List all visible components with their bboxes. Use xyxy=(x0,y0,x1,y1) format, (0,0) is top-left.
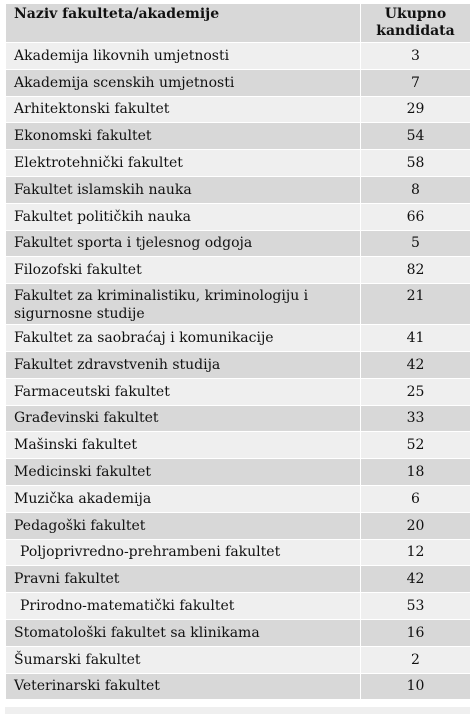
table-header-row xyxy=(6,4,471,43)
candidate-count: 8 xyxy=(361,176,471,203)
faculty-name: Mašinski fakultet xyxy=(6,432,361,459)
faculty-name: Prirodno-matematički fakultet xyxy=(6,593,361,620)
faculty-name: Arhitektonski fakultet xyxy=(6,96,361,123)
candidate-count: 21 xyxy=(361,284,471,325)
faculty-name: Pravni fakultet xyxy=(6,566,361,593)
faculty-name: Fakultet sporta i tjelesnog odgoja xyxy=(6,230,361,257)
table-row xyxy=(6,325,471,352)
table-row xyxy=(6,673,471,700)
faculty-name: Veterinarski fakultet xyxy=(6,673,361,700)
faculty-name: Farmaceutski fakultet xyxy=(6,378,361,405)
candidate-count: 82 xyxy=(361,257,471,284)
candidate-count: 7 xyxy=(361,69,471,96)
table-row xyxy=(6,284,471,325)
table-row xyxy=(6,432,471,459)
faculty-name: Ekonomski fakultet xyxy=(6,123,361,150)
table-row xyxy=(6,485,471,512)
table-row xyxy=(6,150,471,177)
table-row xyxy=(6,96,471,123)
faculty-name: Građevinski fakultet xyxy=(6,405,361,432)
candidate-count: 66 xyxy=(361,203,471,230)
candidate-count: 41 xyxy=(361,325,471,352)
candidate-count: 42 xyxy=(361,566,471,593)
cropped-next-row xyxy=(5,707,470,714)
table-row xyxy=(6,405,471,432)
faculty-name: Fakultet zdravstvenih studija xyxy=(6,351,361,378)
faculty-name: Akademija likovnih umjetnosti xyxy=(6,43,361,70)
candidate-count: 29 xyxy=(361,96,471,123)
faculty-name: Fakultet islamskih nauka xyxy=(6,176,361,203)
table-row xyxy=(6,378,471,405)
faculty-name: Fakultet za saobraćaj i komunikacije xyxy=(6,325,361,352)
candidate-count: 2 xyxy=(361,646,471,673)
table-row xyxy=(6,619,471,646)
candidate-count: 54 xyxy=(361,123,471,150)
table-row xyxy=(6,351,471,378)
faculty-name: Fakultet političkih nauka xyxy=(6,203,361,230)
faculty-name: Fakultet za kriminalistiku, kriminologiju i sigurnosne studije xyxy=(6,284,361,325)
candidate-count: 25 xyxy=(361,378,471,405)
faculty-name: Poljoprivredno-prehrambeni fakultet xyxy=(6,539,361,566)
header-total-candidates: Ukupno kandidata xyxy=(361,4,471,43)
candidate-count: 18 xyxy=(361,459,471,486)
table-row xyxy=(6,646,471,673)
candidate-count: 53 xyxy=(361,593,471,620)
header-faculty-name: Naziv fakulteta/akademije xyxy=(6,4,361,43)
table-row xyxy=(6,43,471,70)
candidate-count: 12 xyxy=(361,539,471,566)
table-row xyxy=(6,176,471,203)
table-row xyxy=(6,459,471,486)
faculty-name: Medicinski fakultet xyxy=(6,459,361,486)
candidate-count: 33 xyxy=(361,405,471,432)
candidate-count: 3 xyxy=(361,43,471,70)
faculty-name: Šumarski fakultet xyxy=(6,646,361,673)
table-row xyxy=(6,123,471,150)
table-row xyxy=(6,566,471,593)
table-row xyxy=(6,69,471,96)
candidate-count: 52 xyxy=(361,432,471,459)
candidate-count: 6 xyxy=(361,485,471,512)
candidate-count: 20 xyxy=(361,512,471,539)
candidate-count: 42 xyxy=(361,351,471,378)
faculty-name: Muzička akademija xyxy=(6,485,361,512)
table-row xyxy=(6,539,471,566)
candidate-count: 16 xyxy=(361,619,471,646)
faculty-name: Stomatološki fakultet sa klinikama xyxy=(6,619,361,646)
candidate-count: 58 xyxy=(361,150,471,177)
candidate-count: 10 xyxy=(361,673,471,700)
table-row xyxy=(6,203,471,230)
table-row xyxy=(6,512,471,539)
faculty-name: Filozofski fakultet xyxy=(6,257,361,284)
candidate-count: 5 xyxy=(361,230,471,257)
table-row xyxy=(6,230,471,257)
candidates-table-container xyxy=(5,3,470,700)
table-row xyxy=(6,593,471,620)
table-row xyxy=(6,257,471,284)
faculty-name: Elektrotehnički fakultet xyxy=(6,150,361,177)
faculty-name: Akademija scenskih umjetnosti xyxy=(6,69,361,96)
candidates-table xyxy=(5,3,471,700)
faculty-name: Pedagoški fakultet xyxy=(6,512,361,539)
